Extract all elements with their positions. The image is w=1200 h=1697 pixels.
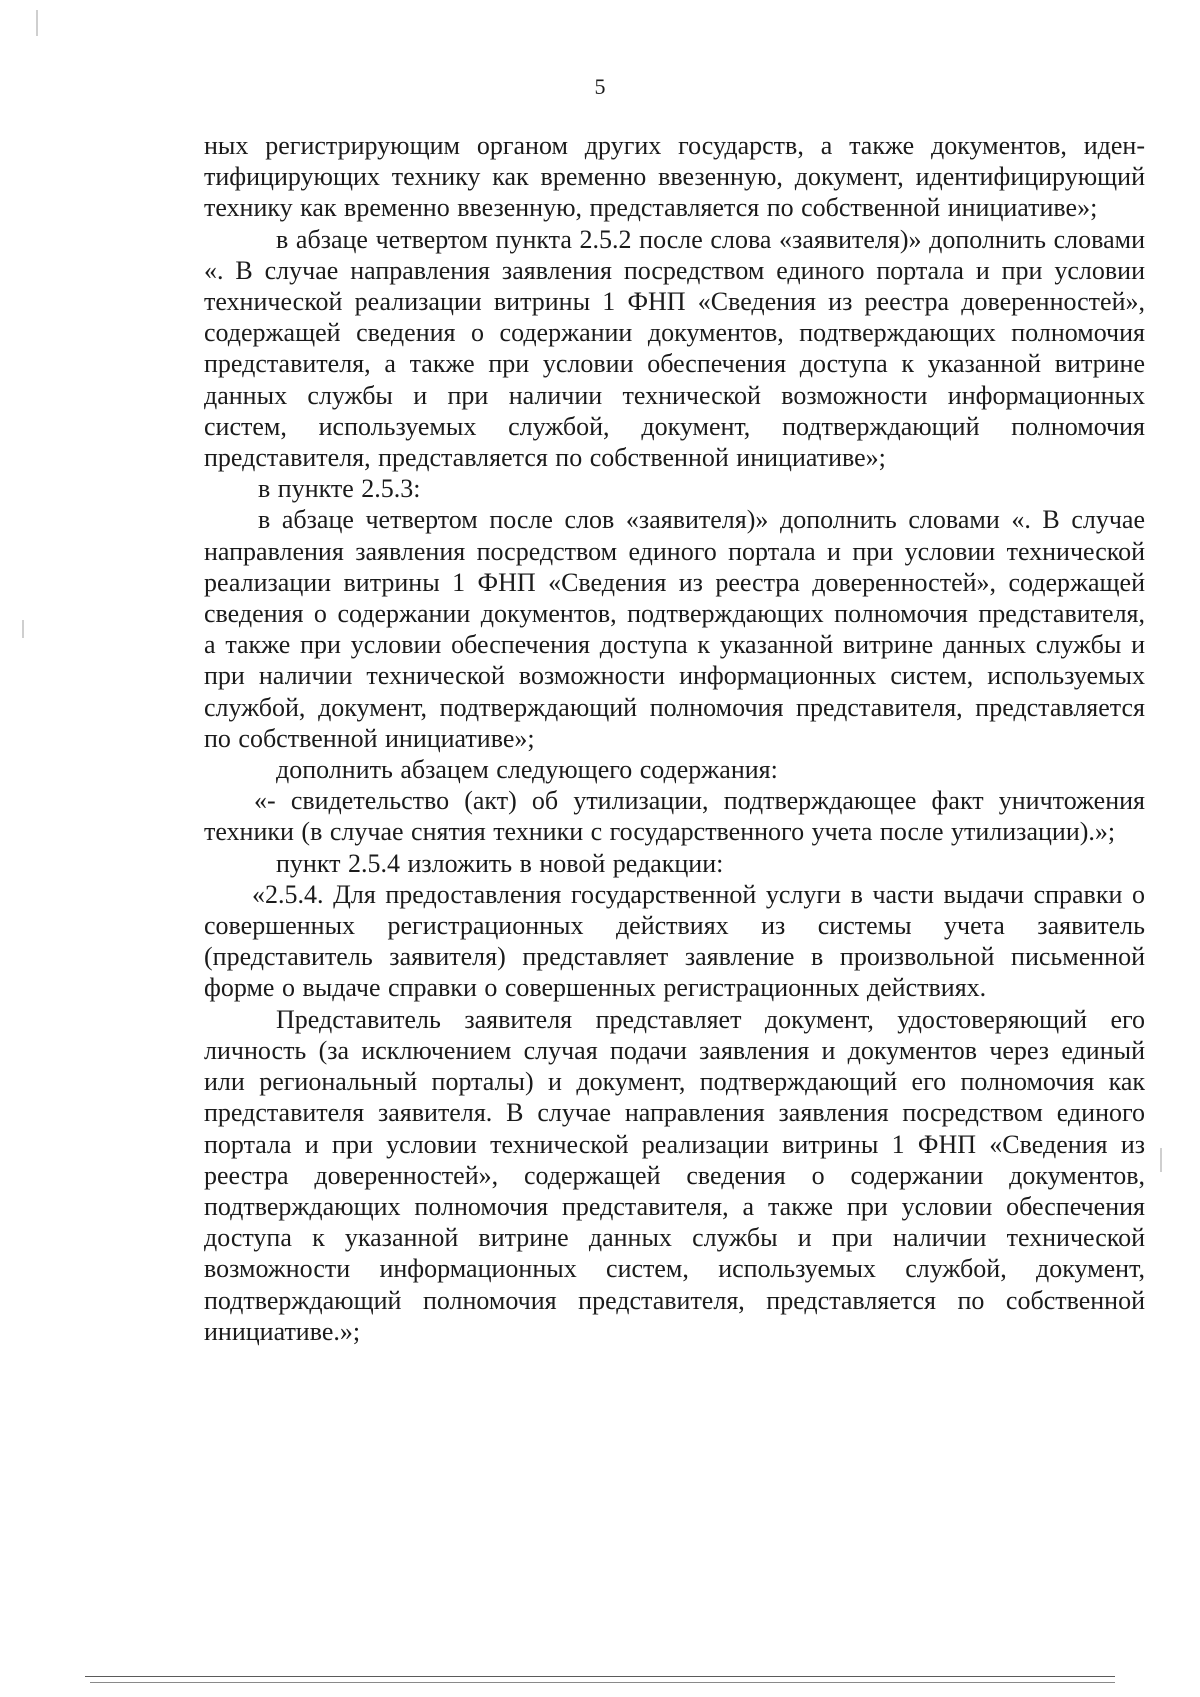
paragraph-2: в абзаце четвертом пункта 2.5.2 после слова «заявителя)» дополнить словами «. В случае направления заявления посредством единого портала и при условии технической реализации витрины 1 ФНП «Сведения из реестра доверенностей», содержащей сведения о содержании документов, подтверждающих полномочия представителя, а также при условии обеспечения доступа к указанной витрине данных службы и при наличии технической возможности информационных систем, используемых службой, документ, подтверждающий полномочия представителя, представляется по собственной инициативе»; (204, 224, 1145, 473)
scan-mark-left-mid (22, 620, 24, 638)
page-bottom-rule (85, 1676, 1115, 1677)
paragraph-4: в абзаце четвертом после слов «заявителя)» дополнить словами «. В случае направления заявления посредством единого портала и при условии технической реализации витрины 1 ФНП «Сведения из реестра доверенностей», содержащей сведения о содержании документов, подтверждающих полномочия представителя, а также при условии обеспечения доступа к указанной витрине данных службы и при наличии технической возможности информационных систем, используемых службой, документ, подтверждающий полномочия представителя, представляется по собственной инициативе»; (204, 505, 1145, 753)
document-body (204, 130, 1145, 1347)
paragraph-6: «- свидетельство (акт) об утилизации, подтверждающее факт уничтожения техники (в случае снятия техники с государственного учета после утилизации).»; (204, 786, 1145, 847)
paragraph-9: Представитель заявителя представляет документ, удостоверяющий его личность (за исключением случая подачи заявления и документов через единый или региональный порталы) и документ, подтверждающий его полномочия как представителя заявителя. В случае направления заявления посредством единого портала и при условии технической реализации витрины 1 ФНП «Сведения из реестра доверенностей», содержащей сведения о содержании документов, подтверждающих полномочия представителя, а также при условии обеспечения доступа к указанной витрине данных службы и при наличии технической возможности информационных систем, используемых службой, документ, подтверждающий полномочия представителя, представляется по собственной инициативе.»; (204, 1004, 1145, 1346)
page-number: 5 (594, 74, 606, 99)
paragraph-8: «2.5.4. Для предоставления государственной услуги в части выдачи справки о совершенных регистрационных действиях из системы учета заявитель (представитель заявителя) представляет заявление в произвольной письменной форме о выдаче справки о совершенных регистрационных действиях. (204, 879, 1145, 1003)
paragraph-7: пункт 2.5.4 изложить в новой редакции: (276, 848, 724, 878)
scan-mark-right (1160, 1148, 1162, 1172)
paragraph-5: дополнить абзацем следующего содержания: (276, 755, 778, 785)
paragraph-1: ных регистрирующим органом других государств, а также документов, идентифицирующих технику как временно ввезенную, документ, идентифицирующий технику как временно ввезенную, представляется по собственной инициативе»; (204, 131, 1145, 223)
paragraph-3: в пункте 2.5.3: (258, 474, 421, 504)
scan-mark-left-top (36, 10, 38, 36)
page-bottom-rule-secondary (90, 1682, 1115, 1683)
